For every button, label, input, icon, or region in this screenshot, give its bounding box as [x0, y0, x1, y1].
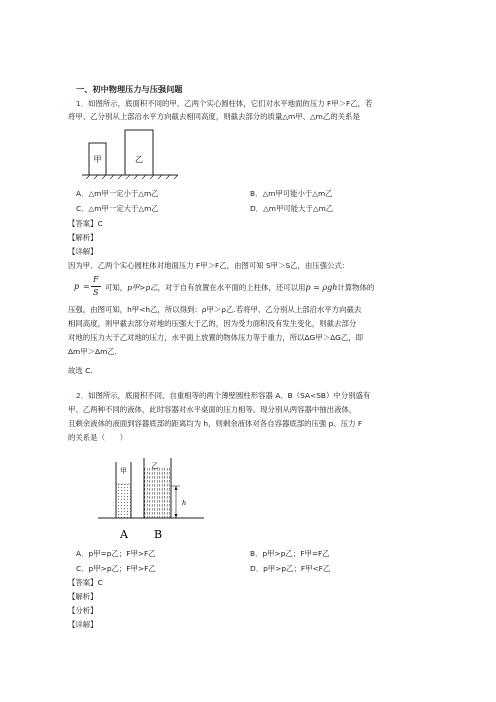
q1-option-c: C．△m甲一定大于△m乙 [76, 204, 159, 213]
q2-answer: 【答案】C [68, 578, 103, 587]
q2-stem-line-1 [76, 391, 370, 400]
q2-option-a: A．p甲=p乙；F甲>F乙 [76, 549, 156, 558]
q1-stem-line-1 [76, 99, 372, 108]
q2-fenxi: 【分析】 [68, 606, 98, 615]
formula-numerator: F [93, 275, 99, 284]
q2-number: 2． [76, 391, 89, 400]
label-b: B [153, 528, 163, 541]
q1-stem-line-2: 将甲、乙分别从上部沿水平方向截去相同高度，则截去部分的质量△m甲、△m乙的关系是 [68, 112, 360, 121]
detail-2b: p甲>p乙 [127, 283, 158, 292]
fraction-bar [91, 286, 101, 287]
q1-option-b: B．△m甲可能小于△m乙 [250, 189, 333, 198]
liquid-jia [116, 484, 131, 518]
q2-stem-line-4: 的关系是（ ） [68, 433, 128, 442]
q2-detail-tag: 【详解】 [68, 620, 98, 629]
q1-detail-line-3: 压强，由图可知，h甲<h乙，所以得到：ρ甲＞ρ乙.若将甲、乙分别从上部沿水平方向截去 [68, 305, 362, 314]
h-arrow-head-bottom [174, 514, 177, 518]
cylinder-yi [125, 130, 153, 175]
ground-hatching [86, 175, 178, 179]
q1-stem-text-1: 如图所示，底面积不同的甲、乙两个实心圆柱体，它们对水平地面的压力 F甲＞F乙，若 [88, 99, 373, 108]
q1-conclusion: 故选 C. [68, 366, 93, 375]
q1-detail-line-2 [105, 283, 374, 293]
label-jia: 甲 [120, 467, 127, 475]
formula-eq: = [83, 282, 90, 291]
q1-option-a: A．△m甲一定小于△m乙 [76, 189, 159, 198]
q1-detail-tag: 【详解】 [68, 247, 98, 256]
q2-analysis: 【解析】 [68, 592, 98, 601]
formula-p: p [74, 282, 80, 291]
q1-cylinders-figure [82, 124, 182, 180]
section-title: 一、初中物理压力与压强问题 [76, 84, 183, 94]
label-yi: 乙 [151, 462, 159, 470]
q2-stem-line-2: 甲、乙两种不同的液体，此时容器对水平桌面的压力相等。现分别从两容器中抽出液体， [68, 405, 357, 414]
q2-containers-figure [96, 456, 206, 544]
q2-option-b: B．p甲>p乙；F甲=F乙 [250, 549, 330, 558]
detail-2c: ，对于自有放置在水平面的上柱体，还可以用 [157, 283, 306, 292]
label-jia: 甲 [93, 155, 102, 164]
formula-rho-g-h: p = ρgh [305, 283, 338, 292]
liquid-yi [144, 468, 171, 518]
q2-option-c: C．p甲>p乙；F甲>F乙 [76, 564, 156, 573]
q1-option-d: D．△m甲可能大于△m乙 [250, 204, 334, 213]
q1-detail-line-6: Δm甲＞Δm乙. [68, 347, 118, 356]
q1-answer: 【答案】C [68, 219, 103, 228]
q2-stem-text-1: 如图所示，底面积不同、自重相等的两个薄壁圆柱形容器 A、B（SA<SB）中分别盛有 [88, 391, 371, 400]
q1-analysis: 【解析】 [68, 233, 98, 242]
detail-2a: 可知， [105, 283, 128, 292]
label-h: h [182, 499, 187, 507]
q1-detail-line-5: 对地的压力大于乙对地的压力，水平面上放置的物体压力等于重力，所以ΔG甲＞ΔG乙，即 [68, 333, 364, 342]
q2-stem-line-3: 且剩余液体的液面到容器底部的距离均为 h，则剩余液体对各自容器底部的压强 p、压力 F [68, 419, 363, 428]
q1-detail-line-1: 因为甲、乙两个实心圆柱体对地面压力 F甲＞F乙，由图可知 S甲＞S乙，由压强公式： [68, 261, 350, 270]
label-yi: 乙 [135, 155, 143, 164]
q1-detail-line-4: 相同高度，则甲截去部分对地的压强大于乙的，因为受力面积没有发生变化，则截去部分 [68, 319, 357, 328]
label-a: A [120, 528, 128, 541]
detail-2e: 计算物体的 [337, 283, 375, 292]
formula-denominator: S [93, 288, 99, 297]
q2-option-d: D．p甲>p乙；F甲<F乙 [250, 564, 331, 573]
h-arrow-head-top [174, 486, 177, 490]
q1-number: 1． [76, 99, 89, 108]
